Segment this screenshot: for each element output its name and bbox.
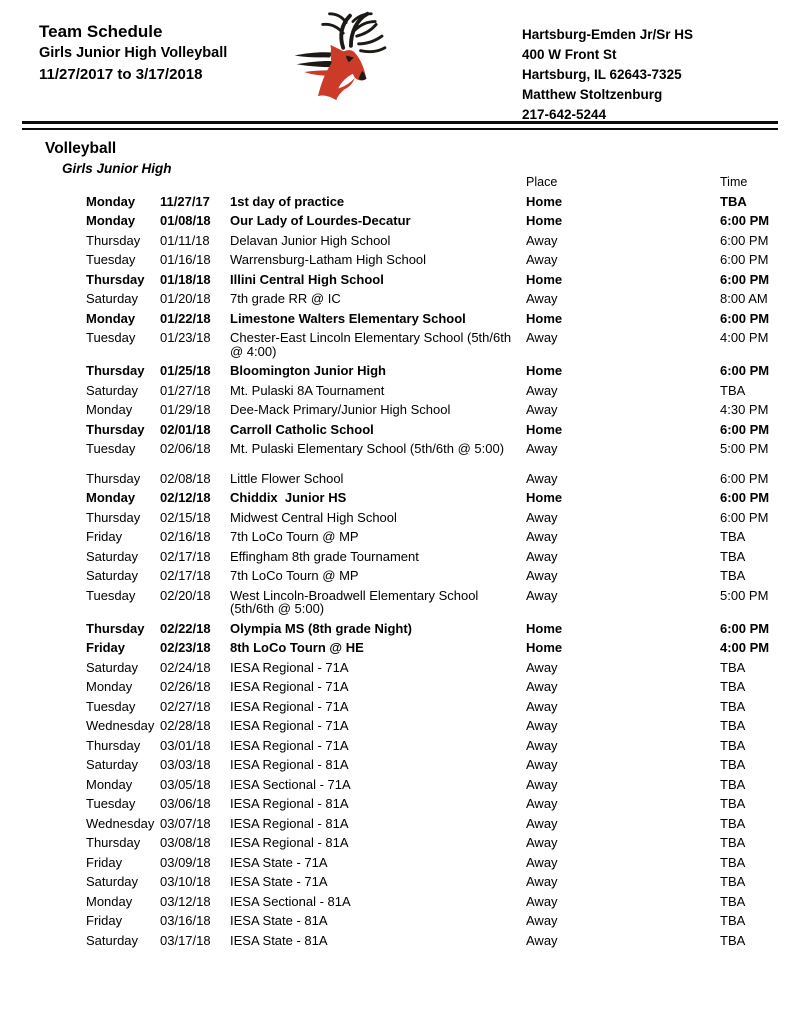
row-time: TBA xyxy=(720,568,746,583)
row-date: 02/17/18 xyxy=(160,568,211,583)
row-place: Home xyxy=(526,193,563,209)
row-date: 03/09/18 xyxy=(160,854,211,870)
row-place: Home xyxy=(526,310,563,326)
school-street: 400 W Front St xyxy=(522,47,617,62)
row-day: Thursday xyxy=(86,620,145,636)
row-date: 03/16/18 xyxy=(160,913,211,928)
row-place: Away xyxy=(526,659,558,675)
schedule-row xyxy=(0,641,800,655)
row-date: 02/16/18 xyxy=(160,529,211,544)
row-place: Away xyxy=(526,470,558,486)
row-place: Away xyxy=(526,815,558,831)
row-date: 02/24/18 xyxy=(160,659,211,675)
row-time: TBA xyxy=(720,718,746,733)
row-place: Away xyxy=(526,796,558,811)
row-date: 02/20/18 xyxy=(160,587,211,603)
row-event: 7th LoCo Tourn @ MP xyxy=(230,529,359,544)
row-time: 5:00 PM xyxy=(720,587,769,603)
row-day: Tuesday xyxy=(86,330,136,345)
row-day: Saturday xyxy=(86,932,139,948)
time-column-header: Time xyxy=(720,175,748,189)
row-day: Monday xyxy=(86,193,136,209)
row-event: Dee-Mack Primary/Junior High School xyxy=(230,402,451,417)
row-event: Our Lady of Lourdes-Decatur xyxy=(230,213,411,228)
row-date: 03/06/18 xyxy=(160,796,211,811)
schedule-row xyxy=(0,472,800,486)
row-event: IESA Regional - 81A xyxy=(230,815,349,831)
team-heading: Girls Junior High xyxy=(62,161,172,176)
row-place: Away xyxy=(526,776,558,792)
row-time: TBA xyxy=(720,835,746,850)
date-range: 11/27/2017 to 3/17/2018 xyxy=(39,66,203,83)
row-event: Effingham 8th grade Tournament xyxy=(230,548,419,564)
row-place: Away xyxy=(526,587,558,603)
row-day: Thursday xyxy=(86,835,141,850)
row-day: Friday xyxy=(86,913,123,928)
schedule-row xyxy=(0,895,800,909)
row-day: Saturday xyxy=(86,382,139,398)
row-place: Away xyxy=(526,757,558,772)
row-day: Tuesday xyxy=(86,698,136,714)
row-event: IESA Regional - 81A xyxy=(230,796,349,811)
schedule-row xyxy=(0,700,800,714)
row-place: Away xyxy=(526,548,558,564)
row-time: TBA xyxy=(720,932,746,948)
row-place: Away xyxy=(526,509,558,525)
row-date: 01/20/18 xyxy=(160,291,211,306)
row-place: Away xyxy=(526,402,558,417)
row-event: 1st day of practice xyxy=(230,193,345,209)
row-day: Tuesday xyxy=(86,252,136,267)
row-event: 7th LoCo Tourn @ MP xyxy=(230,568,359,583)
schedule-row xyxy=(0,875,800,889)
row-time: TBA xyxy=(720,529,746,544)
row-event: Illini Central High School xyxy=(230,271,384,287)
row-event: IESA Sectional - 71A xyxy=(230,776,351,792)
row-time: 6:00 PM xyxy=(720,252,769,267)
schedule-rows xyxy=(0,195,800,948)
row-date: 01/08/18 xyxy=(160,213,211,228)
row-event: Chester-East Lincoln Elementary School (5th/6th @ 4:00) xyxy=(230,330,515,359)
row-time: 6:00 PM xyxy=(720,490,770,505)
row-day: Saturday xyxy=(86,548,139,564)
row-place: Away xyxy=(526,835,558,850)
schedule-row xyxy=(0,423,800,437)
schedule-table xyxy=(0,176,800,953)
row-date: 03/12/18 xyxy=(160,893,211,909)
row-day: Wednesday xyxy=(86,718,155,733)
row-time: TBA xyxy=(720,548,746,564)
team-subtitle: Girls Junior High Volleyball xyxy=(39,45,228,61)
row-date: 03/08/18 xyxy=(160,835,211,850)
row-place: Away xyxy=(526,568,558,583)
schedule-row xyxy=(0,622,800,636)
row-place: Home xyxy=(526,213,563,228)
row-time: 6:00 PM xyxy=(720,509,769,525)
row-date: 02/06/18 xyxy=(160,441,211,456)
schedule-row xyxy=(0,234,800,248)
row-event: IESA Regional - 71A xyxy=(230,737,349,753)
row-place: Away xyxy=(526,382,558,398)
row-time: 8:00 AM xyxy=(720,291,768,306)
row-time: 6:00 PM xyxy=(720,620,770,636)
row-place: Home xyxy=(526,640,563,655)
row-event: Carroll Catholic School xyxy=(230,421,374,437)
row-event: Bloomington Junior High xyxy=(230,363,386,378)
schedule-row xyxy=(0,273,800,287)
row-event: IESA Regional - 71A xyxy=(230,659,349,675)
row-day: Friday xyxy=(86,854,123,870)
schedule-row xyxy=(0,758,800,772)
row-event: Delavan Junior High School xyxy=(230,232,391,248)
row-event: IESA State - 81A xyxy=(230,932,328,948)
schedule-row xyxy=(0,442,800,456)
row-date: 02/26/18 xyxy=(160,679,211,694)
schedule-row xyxy=(0,680,800,694)
schedule-row xyxy=(0,569,800,583)
row-date: 02/01/18 xyxy=(160,421,211,437)
sport-heading: Volleyball xyxy=(45,140,117,157)
row-date: 01/18/18 xyxy=(160,271,211,287)
schedule-row xyxy=(0,530,800,544)
row-place: Away xyxy=(526,679,558,694)
row-event: IESA State - 71A xyxy=(230,874,328,889)
schedule-row xyxy=(0,195,800,209)
row-day: Tuesday xyxy=(86,796,136,811)
row-time: TBA xyxy=(720,893,746,909)
contact-name: Matthew Stoltzenburg xyxy=(522,87,663,102)
row-time: TBA xyxy=(720,382,746,398)
row-time: TBA xyxy=(720,659,746,675)
row-date: 03/01/18 xyxy=(160,737,211,753)
row-time: TBA xyxy=(720,698,746,714)
row-date: 02/08/18 xyxy=(160,470,211,486)
row-event: IESA Regional - 71A xyxy=(230,698,349,714)
row-time: TBA xyxy=(720,854,746,870)
place-column-header: Place xyxy=(526,175,558,189)
row-day: Monday xyxy=(86,213,136,228)
row-day: Thursday xyxy=(86,737,141,753)
row-date: 01/22/18 xyxy=(160,310,211,326)
row-place: Home xyxy=(526,363,563,378)
row-date: 02/28/18 xyxy=(160,718,211,733)
stag-mascot-icon xyxy=(292,7,404,104)
row-day: Friday xyxy=(86,529,123,544)
schedule-row xyxy=(0,550,800,564)
school-name: Hartsburg-Emden Jr/Sr HS xyxy=(522,27,694,42)
row-day: Saturday xyxy=(86,568,139,583)
row-day: Saturday xyxy=(86,757,139,772)
row-date: 03/03/18 xyxy=(160,757,211,772)
row-day: Monday xyxy=(86,776,133,792)
row-time: 6:00 PM xyxy=(720,213,770,228)
schedule-row xyxy=(0,914,800,928)
row-time: 6:00 PM xyxy=(720,421,770,437)
school-city: Hartsburg, IL 62643-7325 xyxy=(522,67,682,82)
schedule-row xyxy=(0,403,800,417)
schedule-row xyxy=(0,778,800,792)
row-time: TBA xyxy=(720,913,746,928)
row-place: Away xyxy=(526,737,558,753)
header-left xyxy=(39,22,227,84)
row-event: Chiddix Junior HS xyxy=(230,490,347,505)
row-day: Saturday xyxy=(86,659,139,675)
row-date: 03/07/18 xyxy=(160,815,211,831)
row-time: 4:00 PM xyxy=(720,640,770,655)
schedule-row xyxy=(0,661,800,675)
row-time: TBA xyxy=(720,796,746,811)
row-time: TBA xyxy=(720,679,746,694)
row-date: 01/29/18 xyxy=(160,402,211,417)
row-day: Tuesday xyxy=(86,441,136,456)
row-time: 4:30 PM xyxy=(720,402,769,417)
row-event: IESA Sectional - 81A xyxy=(230,893,351,909)
row-day: Thursday xyxy=(86,232,141,248)
row-date: 02/15/18 xyxy=(160,509,211,525)
row-day: Monday xyxy=(86,679,133,694)
row-place: Home xyxy=(526,490,563,505)
row-place: Away xyxy=(526,893,558,909)
row-place: Away xyxy=(526,698,558,714)
row-place: Away xyxy=(526,330,558,345)
row-event: Midwest Central High School xyxy=(230,509,397,525)
row-day: Friday xyxy=(86,640,126,655)
row-time: 6:00 PM xyxy=(720,363,770,378)
row-date: 02/22/18 xyxy=(160,620,211,636)
schedule-row xyxy=(0,364,800,378)
row-place: Home xyxy=(526,620,563,636)
row-date: 02/23/18 xyxy=(160,640,211,655)
row-event: IESA Regional - 81A xyxy=(230,757,349,772)
row-event: IESA Regional - 71A xyxy=(230,718,349,733)
row-date: 03/05/18 xyxy=(160,776,211,792)
row-day: Saturday xyxy=(86,874,139,889)
row-time: 6:00 PM xyxy=(720,310,770,326)
row-place: Away xyxy=(526,718,558,733)
row-event: Olympia MS (8th grade Night) xyxy=(230,620,413,636)
row-date: 11/27/17 xyxy=(160,193,210,209)
schedule-row xyxy=(0,836,800,850)
row-event: 8th LoCo Tourn @ HE xyxy=(230,640,364,655)
row-day: Monday xyxy=(86,490,136,505)
contact-phone: 217-642-5244 xyxy=(522,107,607,122)
column-header-row xyxy=(0,176,800,190)
schedule-row xyxy=(0,719,800,733)
row-place: Away xyxy=(526,291,558,306)
row-date: 02/12/18 xyxy=(160,490,211,505)
row-event: Mt. Pulaski Elementary School (5th/6th @ 5:00) xyxy=(230,441,505,456)
schedule-row xyxy=(0,589,800,616)
schedule-row xyxy=(0,511,800,525)
row-date: 01/25/18 xyxy=(160,363,211,378)
row-event: IESA Regional - 81A xyxy=(230,835,349,850)
row-day: Thursday xyxy=(86,421,145,437)
row-date: 01/11/18 xyxy=(160,232,210,248)
row-time: 6:00 PM xyxy=(720,470,769,486)
row-date: 02/17/18 xyxy=(160,548,211,564)
schedule-row xyxy=(0,214,800,228)
row-place: Away xyxy=(526,932,558,948)
row-event: IESA State - 71A xyxy=(230,854,328,870)
schedule-row xyxy=(0,817,800,831)
schedule-row xyxy=(0,491,800,505)
row-time: 6:00 PM xyxy=(720,232,769,248)
row-time: 4:00 PM xyxy=(720,330,769,345)
row-day: Monday xyxy=(86,402,133,417)
row-time: TBA xyxy=(720,757,746,772)
row-time: 5:00 PM xyxy=(720,441,769,456)
schedule-row xyxy=(0,292,800,306)
row-date: 01/16/18 xyxy=(160,252,211,267)
row-place: Home xyxy=(526,271,563,287)
row-place: Away xyxy=(526,529,558,544)
row-day: Tuesday xyxy=(86,587,136,603)
row-time: TBA xyxy=(720,776,746,792)
schedule-row xyxy=(0,384,800,398)
row-place: Away xyxy=(526,232,558,248)
row-time: TBA xyxy=(720,193,747,209)
schedule-row xyxy=(0,331,800,358)
row-place: Away xyxy=(526,913,558,928)
row-event: IESA State - 81A xyxy=(230,913,328,928)
row-event: West Lincoln-Broadwell Elementary School (5th/6th @ 5:00) xyxy=(230,587,482,616)
row-day: Monday xyxy=(86,310,136,326)
schedule-row xyxy=(0,856,800,870)
schedule-row xyxy=(0,934,800,948)
row-day: Thursday xyxy=(86,363,145,378)
row-date: 01/27/18 xyxy=(160,382,211,398)
row-date: 01/23/18 xyxy=(160,330,211,345)
row-place: Home xyxy=(526,421,563,437)
row-time: TBA xyxy=(720,737,746,753)
row-event: Warrensburg-Latham High School xyxy=(230,252,427,267)
row-day: Thursday xyxy=(86,271,145,287)
row-place: Away xyxy=(526,874,558,889)
row-event: Limestone Walters Elementary School xyxy=(230,310,466,326)
row-place: Away xyxy=(526,441,558,456)
row-date: 03/10/18 xyxy=(160,874,211,889)
schedule-row xyxy=(0,797,800,811)
schedule-row xyxy=(0,253,800,267)
row-event: IESA Regional - 71A xyxy=(230,679,349,694)
row-place: Away xyxy=(526,854,558,870)
row-day: Saturday xyxy=(86,291,139,306)
row-event: Mt. Pulaski 8A Tournament xyxy=(230,382,385,398)
row-day: Thursday xyxy=(86,509,141,525)
schedule-row xyxy=(0,739,800,753)
row-day: Thursday xyxy=(86,470,141,486)
row-day: Monday xyxy=(86,893,133,909)
row-place: Away xyxy=(526,252,558,267)
page-title: Team Schedule xyxy=(39,22,163,41)
row-date: 02/27/18 xyxy=(160,698,211,714)
header-divider xyxy=(22,121,778,130)
row-event: Little Flower School xyxy=(230,470,344,486)
school-info xyxy=(522,25,693,125)
row-event: 7th grade RR @ IC xyxy=(230,291,341,306)
row-time: 6:00 PM xyxy=(720,271,770,287)
schedule-row xyxy=(0,312,800,326)
row-date: 03/17/18 xyxy=(160,932,211,948)
row-day: Wednesday xyxy=(86,815,155,831)
row-time: TBA xyxy=(720,874,746,889)
row-time: TBA xyxy=(720,815,746,831)
